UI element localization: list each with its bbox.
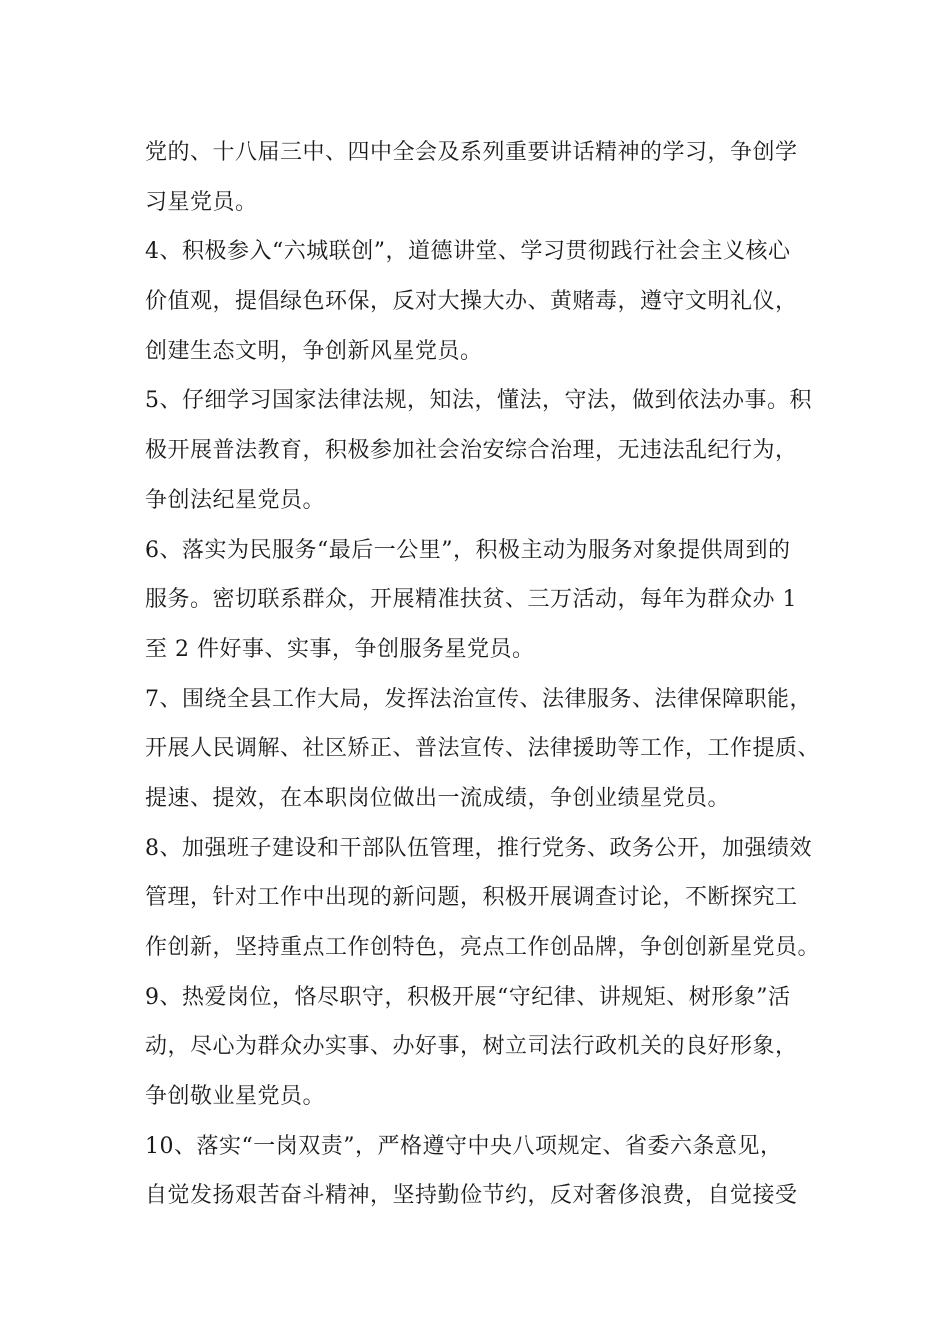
text-line: 动，尽心为群众办实事、办好事，树立司法行政机关的良好形象， [145, 1034, 798, 1060]
text-line: 党的、十八届三中、四中全会及系列重要讲话精神的学习，争创学 [145, 140, 798, 165]
text-line: 5、仔细学习国家法律法规，知法，懂法，守法，做到依法办事。积 [145, 388, 812, 414]
text-line: 9、热爱岗位，恪尽职守，积极开展“守纪律、讲规矩、树形象”活 [145, 984, 791, 1010]
text-line: 管理，针对工作中出现的新问题，积极开展调查讨论，不断探究工 [145, 885, 798, 911]
text-line: 极开展普法教育，积极参加社会治安综合治理，无违法乱纪行为， [145, 438, 798, 464]
text-line: 作创新，坚持重点工作创特色，亮点工作创品牌，争创创新星党员。 [145, 935, 821, 960]
text-line: 价值观，提倡绿色环保，反对大操大办、黄赌毒，遵守文明礼仪， [145, 289, 798, 315]
text-line: 提速、提效，在本职岗位做出一流成绩，争创业绩星党员。 [145, 785, 731, 811]
text-line: 服务。密切联系群众，开展精准扶贫、三万活动，每年为群众办 1 [145, 587, 797, 613]
text-line: 6、落实为民服务“最后一公里”，积极主动为服务对象提供周到的 [145, 537, 791, 563]
body-text [145, 128, 845, 1221]
text-line: 自觉发扬艰苦奋斗精神，坚持勤俭节约，反对奢侈浪费，自觉接受 [145, 1183, 798, 1209]
text-line: 创建生态文明，争创新风星党员。 [145, 338, 483, 364]
text-line: 争创法纪星党员。 [145, 487, 326, 513]
text-line: 习星党员。 [145, 189, 258, 215]
text-line: 4、积极参入“六城联创”，道德讲堂、学习贯彻践行社会主义核心 [145, 239, 791, 265]
text-line: 8、加强班子建设和干部队伍管理，推行党务、政务公开，加强绩效 [145, 835, 812, 861]
text-line: 争创敬业星党员。 [145, 1084, 326, 1110]
text-line: 至 2 件好事、实事，争创服务星党员。 [145, 636, 535, 662]
text-line: 10、落实“一岗双责”，严格遵守中央八项规定、省委六条意见， [145, 1133, 783, 1159]
text-line: 开展人民调解、社区矫正、普法宣传、法律援助等工作，工作提质、 [145, 736, 821, 762]
text-line: 7、围绕全县工作大局，发挥法治宣传、法律服务、法律保障职能， [145, 686, 812, 712]
